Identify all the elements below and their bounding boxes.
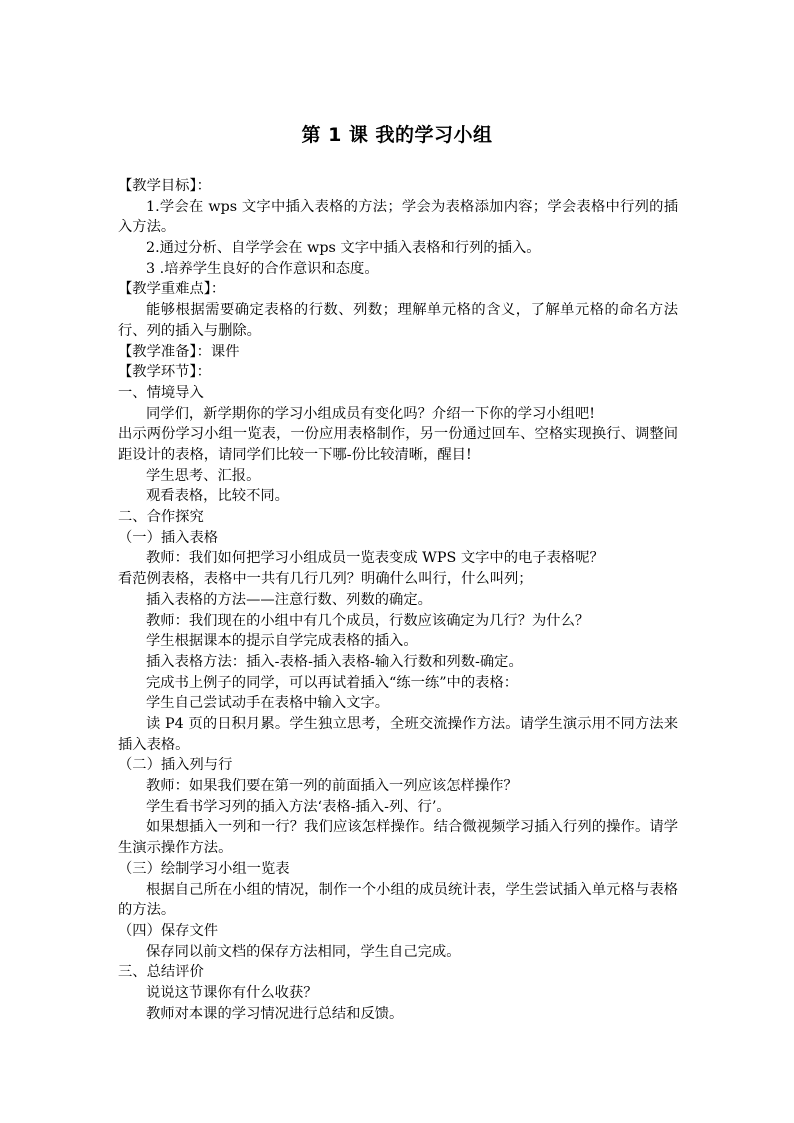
steps-heading: 【教学环节】： [118, 364, 211, 381]
prep-heading: 【教学准备】：课件 [118, 343, 240, 360]
subsection-1-paragraph: 读 P4 页的日积月累。学生独立思考，全班交流操作方法。请学生演示用不同方法来插入表格。 [118, 715, 678, 753]
subsection-1-paragraph: 学生根据课本的提示自学完成表格的插入。 [146, 633, 418, 650]
subsection-1-paragraph: 教师：我们现在的小组中有几个成员，行数应该确定为几行？为什么？ [146, 612, 590, 629]
subsection-1-paragraph: 完成书上例子的同学，可以再试着插入“练一练”中的表格： [146, 674, 519, 691]
keypoints-text: 能够根据需要确定表格的行数、列数；理解单元格的含义，了解单元格的命名方法行、列的插入与删除。 [118, 302, 678, 339]
subsection-1-paragraph: 插入表格方法：插入-表格-插入表格-输入行数和列数-确定。 [146, 653, 523, 670]
subsection-4-heading: （四）保存文件 [118, 922, 219, 939]
section-1-heading: 一、情境导入 [118, 384, 204, 401]
subsection-3-paragraph: 根据自己所在小组的情况，制作一个小组的成员统计表，学生尝试插入单元格与表格的方法。 [118, 881, 678, 919]
section-1-paragraph: 出示两份学习小组一览表，一份应用表格制作，另一份通过回车、空格实现换行、调整间距设计的表格，请同学们比较一下哪-份比较清晰，醒目! [118, 426, 678, 464]
objective-3: 3 .培养学生良好的合作意识和态度。 [146, 260, 379, 277]
subsection-1-paragraph: 插入表格的方法——注意行数、列数的确定。 [146, 591, 432, 608]
subsection-2-paragraph: 教师：如果我们要在第一列的前面插入一列应该怎样操作？ [146, 778, 518, 795]
section-1-paragraph: 学生思考、汇报。 [146, 467, 261, 484]
subsection-2-paragraph: 如果想插入一列和一行？我们应该怎样操作。结合微视频学习插入行列的操作。请学生演示操作方法。 [118, 819, 678, 857]
objective-2: 2.通过分析、自学学会在 wps 文字中插入表格和行列的插入。 [146, 240, 541, 257]
objectives-heading: 【教学目标】： [118, 178, 211, 194]
section-3-heading: 三、总结评价 [118, 964, 204, 981]
section-3-paragraph: 说说这节课你有什么收获？ [146, 985, 318, 1001]
document-body [118, 176, 678, 1024]
subsection-1-paragraph: 学生自己尝试动手在表格中输入文字。 [146, 695, 390, 712]
subsection-1-paragraph: 教师：我们如何把学习小组成员一览表变成 WPS 文字中的电子表格呢？ [146, 550, 604, 567]
section-1-paragraph: 同学们，新学期你的学习小组成员有变化吗？介绍一下你的学习小组吧! [146, 405, 595, 422]
subsection-2-paragraph: 学生看书学习列的插入方法‘表格-插入-列、行’。 [146, 798, 451, 815]
section-2-heading: 二、合作探究 [118, 509, 204, 526]
page-title: 第 1 课 我的学习小组 [301, 124, 493, 146]
section-1-paragraph: 观看表格，比较不同。 [146, 488, 289, 505]
keypoints-heading: 【教学重难点】： [118, 281, 226, 298]
subsection-1-paragraph: 看范例表格，表格中一共有几行几列？明确什么叫行，什么叫列； [118, 571, 533, 588]
objective-1: 1.学会在 wps 文字中插入表格的方法；学会为表格添加内容；学会表格中行列的插入方法。 [118, 198, 678, 236]
subsection-2-heading: （二）插入列与行 [118, 757, 233, 774]
subsection-4-paragraph: 保存同以前文档的保存方法相同，学生自己完成。 [146, 943, 461, 960]
subsection-1-heading: （一）插入表格 [118, 529, 219, 546]
section-3-paragraph: 教师对本课的学习情况进行总结和反馈。 [146, 1005, 404, 1022]
subsection-3-heading: （三）绘制学习小组一览表 [118, 860, 290, 877]
